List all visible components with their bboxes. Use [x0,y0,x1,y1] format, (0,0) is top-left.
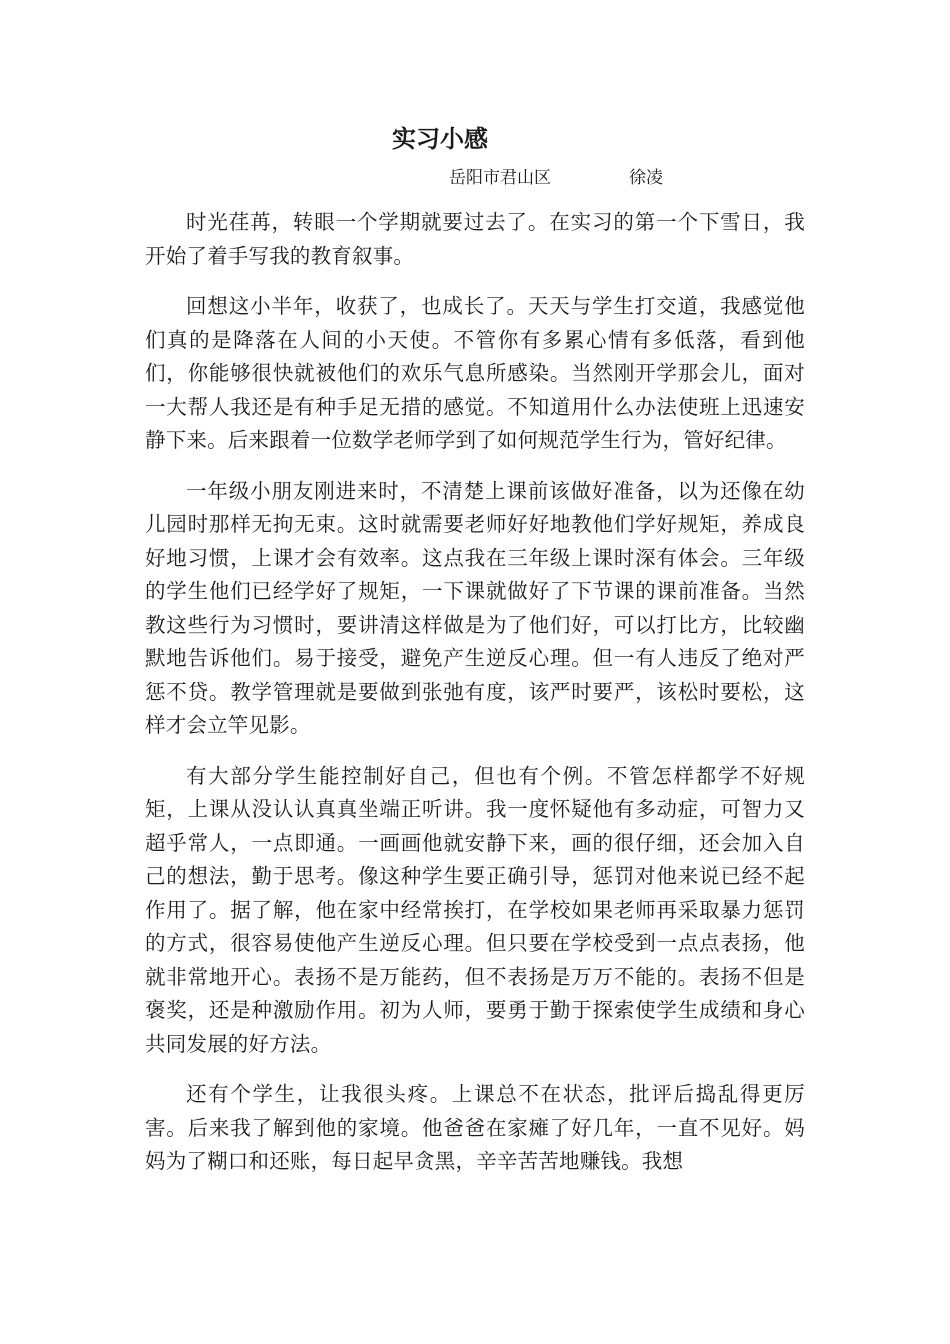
paragraph: 有大部分学生能控制好自己，但也有个例。不管怎样都学不好规矩，上课从没认认真真坐端正听讲。我一度怀疑他有多动症，可智力又超乎常人，一点即通。一画画他就安静下来，画的很仔细，还会加入自己的想法，勤于思考。像这种学生要正确引导，惩罚对他来说已经不起作用了。据了解，他在家中经常挨打，在学校如果老师再采取暴力惩罚的方式，很容易使他产生逆反心理。但只要在学校受到一点点表扬，他就非常地开心。表扬不是万能药，但不表扬是万万不能的。表扬不但是褒奖，还是种激励作用。初为人师，要勇于勤于探索使学生成绩和身心共同发展的好方法。 [145,763,805,1056]
document-title: 实习小感 [392,125,488,153]
document-body [145,206,805,1196]
paragraph: 回想这小半年，收获了，也成长了。天天与学生打交道，我感觉他们真的是降落在人间的小天使。不管你有多累心情有多低落，看到他们，你能够很快就被他们的欢乐气息所感染。当然刚开学那会儿，面对一大帮人我还是有种手足无措的感觉。不知道用什么办法使班上迅速安静下来。后来跟着一位数学老师学到了如何规范学生行为，管好纪律。 [145,294,805,452]
paragraph: 还有个学生，让我很头疼。上课总不在状态，批评后捣乱得更厉害。后来我了解到他的家境。他爸爸在家瘫了好几年，一直不见好。妈妈为了糊口和还账，每日起早贪黑，辛辛苦苦地赚钱。我想 [145,1082,805,1173]
byline-location: 岳阳市君山区 [449,168,551,188]
paragraph: 一年级小朋友刚进来时，不清楚上课前该做好准备，以为还像在幼儿园时那样无拘无束。这时就需要老师好好地教他们学好规矩，养成良好地习惯，上课才会有效率。这点我在三年级上课时深有体会。三年级的学生他们已经学好了规矩，一下课就做好了下节课的课前准备。当然教这些行为习惯时，要讲清这样做是为了他们好，可以打比方，比较幽默地告诉他们。易于接受，避免产生逆反心理。但一有人违反了绝对严惩不贷。教学管理就是要做到张弛有度，该严时要严，该松时要松，这样才会立竿见影。 [145,478,805,737]
paragraph: 时光荏苒，转眼一个学期就要过去了。在实习的第一个下雪日，我开始了着手写我的教育叙事。 [145,210,805,268]
byline-author: 徐凌 [629,168,663,188]
byline [449,166,663,190]
